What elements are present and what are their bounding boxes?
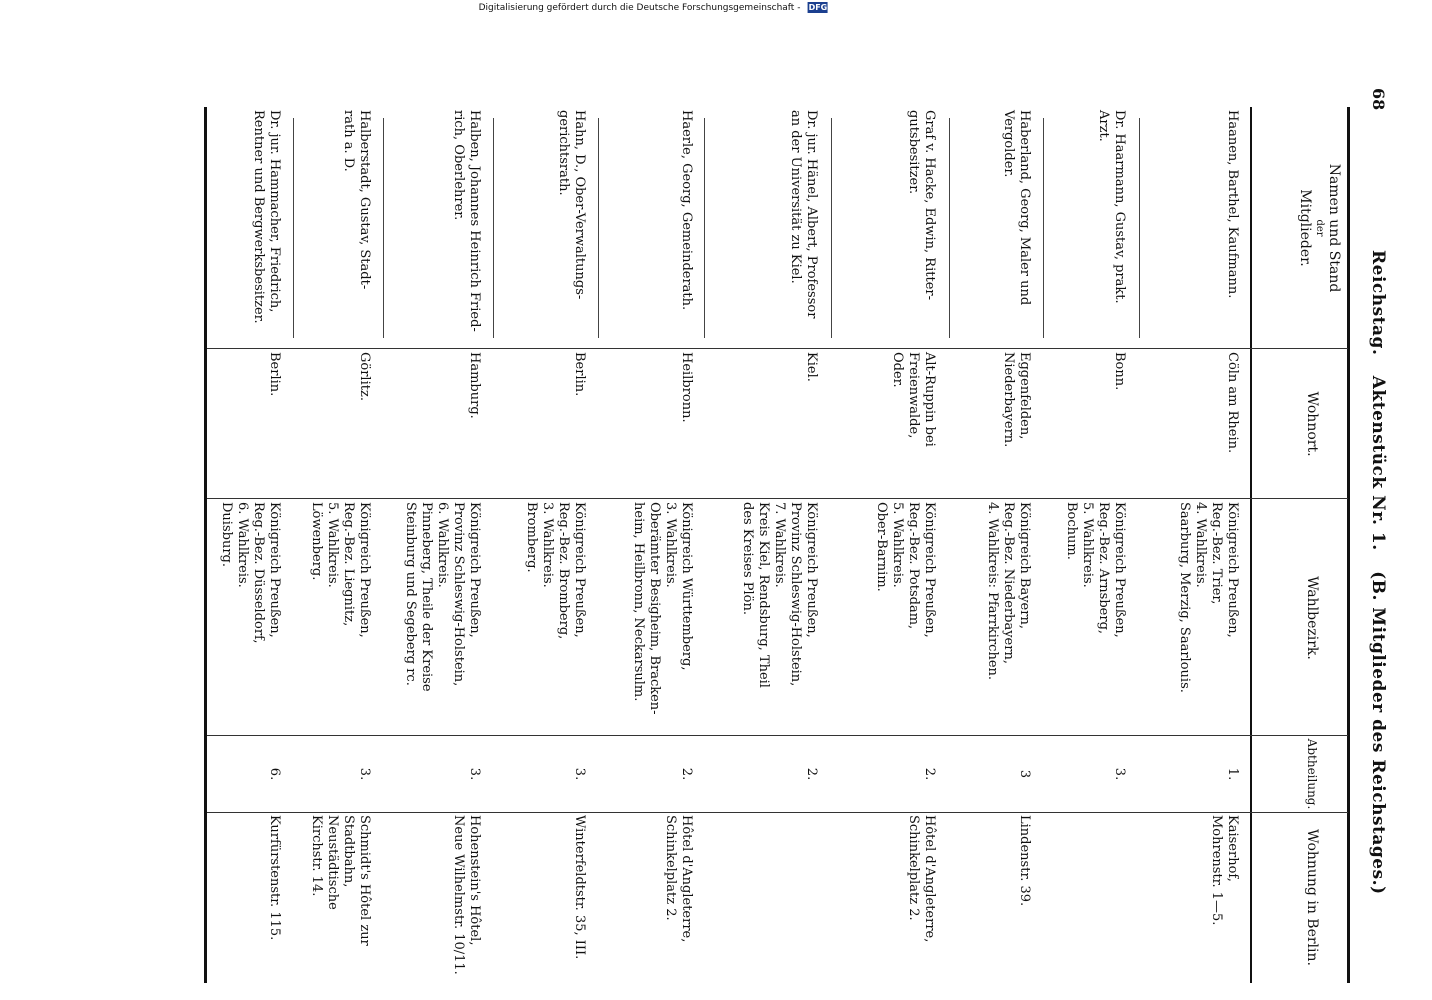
member-name: Graf v. Hacke, Edwin, Ritter- gutsbesitzer. — [906, 110, 937, 300]
row-separator — [293, 118, 294, 338]
row-separator — [1043, 118, 1044, 338]
member-name: Haerle, Georg, Gemeinderath. — [679, 110, 694, 311]
member-wohnung: Hôtel d'Angleterre, Schinkelplatz 2. — [663, 815, 694, 943]
column-header-abtheilung: Abtheilung. — [1305, 738, 1319, 810]
member-wohnort: Alt-Ruppin bei Freienwalde, Oder. — [890, 352, 937, 447]
member-wahlbezirk: Königreich Preußen, Reg.-Bez. Arnsberg, 5. Wahlkreis. Bochum. — [1064, 502, 1127, 638]
digitization-credit-text: Digitalisierung gefördert durch die Deutsche Forschungsgemeinschaft - — [478, 3, 801, 13]
running-head-part: Aktenstück Nr. 1. — [1368, 375, 1388, 551]
member-wohnort: Hamburg. — [467, 352, 482, 419]
column-divider — [207, 348, 1348, 349]
member-wohnung: Kaiserhof, Mohrenstr. 1—5. — [1209, 815, 1240, 926]
member-name: Dr. jur. Hammacher, Friedrich, Rentner und Bergwerksbesitzer. — [251, 110, 282, 324]
member-abtheilung: 3. — [572, 767, 587, 781]
member-wohnort: Berlin. — [572, 352, 587, 397]
column-header-wohnort: Wohnort. — [1304, 391, 1320, 457]
member-wohnort: Bonn. — [1112, 352, 1127, 391]
page-number: 68 — [1369, 88, 1388, 111]
member-name: Halben, Johannes Heinrich Fried- rich, Oberlehrer. — [451, 110, 482, 332]
column-header-name-line: Namen und Stand — [1326, 163, 1342, 293]
member-abtheilung: 3. — [1112, 767, 1127, 781]
digitization-credit — [479, 2, 828, 13]
member-abtheilung: 3 — [1017, 769, 1032, 779]
member-wohnort: Berlin. — [267, 352, 282, 397]
row-separator — [704, 118, 705, 338]
member-abtheilung: 6. — [267, 767, 282, 781]
member-wohnung: Hohenstein's Hôtel, Neue Wilhelmstr. 10/11. — [451, 815, 482, 975]
member-wohnort: Eggenfelden, Niederbayern. — [1001, 352, 1032, 448]
member-wohnung: Schmidt's Hôtel zur Stadtbahn, Neustädtische Kirchstr. 14. — [309, 815, 372, 946]
member-name: Dr. Haarmann, Gustav, prakt. Arzt. — [1096, 110, 1127, 304]
member-wahlbezirk: Königreich Preußen, Reg.-Bez. Liegnitz, 5. Wahlkreis. Löwenberg. — [309, 502, 372, 638]
member-wahlbezirk: Königreich Württemberg, 3. Wahlkreis. Oberämter Besigheim, Bracken- heim, Heilbronn, Neckarsulm. — [631, 502, 694, 715]
row-separator — [831, 118, 832, 338]
member-wahlbezirk: Königreich Preußen, Reg.-Bez. Düsseldorf, 6. Wahlkreis. Duisburg. — [219, 502, 282, 644]
member-wohnung: Hôtel d'Angleterre, Schinkelplatz 2. — [906, 815, 937, 943]
member-wohnort: Görlitz. — [357, 352, 372, 401]
table-header-rule — [1250, 107, 1252, 983]
column-divider — [207, 735, 1348, 736]
running-head — [1368, 250, 1388, 970]
column-header-name-line: der — [1314, 219, 1325, 237]
member-wohnort: Kiel. — [804, 352, 819, 382]
running-head-part: (B. Mitglieder des Reichstages.) — [1368, 571, 1388, 895]
member-wahlbezirk: Königreich Bayern, Reg.-Bez. Niederbayern, 4. Wahlkreis: Pfarrkirchen. — [985, 502, 1032, 681]
member-wohnung: Winterfeldtstr. 35, III. — [572, 815, 587, 960]
member-abtheilung: 2. — [922, 767, 937, 781]
member-wohnort: Cöln am Rhein. — [1225, 352, 1240, 454]
table-top-rule — [1347, 107, 1350, 983]
member-wahlbezirk: Königreich Preußen, Provinz Schleswig-Holstein, 6. Wahlkreis. Pinneberg, Theile der Kreise Steinburg und Segeberg rc. — [403, 502, 482, 692]
member-wahlbezirk: Königreich Preußen, Provinz Schleswig-Holstein, 7. Wahlkreis. Kreis Kiel, Rendsburg, Theil des Kreises Plön. — [740, 502, 819, 688]
column-header-wahlbezirk: Wahlbezirk. — [1304, 576, 1320, 660]
member-abtheilung: 2. — [804, 767, 819, 781]
member-abtheilung: 3. — [357, 767, 372, 781]
column-header-wohnung: Wohnung in Berlin. — [1304, 829, 1320, 966]
column-divider — [207, 812, 1348, 813]
column-header-name — [1296, 110, 1342, 346]
member-abtheilung: 2. — [679, 767, 694, 781]
row-separator — [383, 118, 384, 338]
member-wahlbezirk: Königreich Preußen, Reg.-Bez. Bromberg, 3. Wahlkreis. Bromberg. — [524, 502, 587, 640]
member-wahlbezirk: Königreich Preußen, Reg.-Bez. Trier, 4. Wahlkreis. Saarburg, Merzig, Saarlouis. — [1177, 502, 1240, 693]
member-wohnung: Lindenstr. 39. — [1017, 815, 1032, 907]
member-abtheilung: 1. — [1225, 767, 1240, 781]
column-header-name-line: Mitglieder. — [1297, 189, 1313, 267]
row-separator — [493, 118, 494, 338]
member-name: Halberstadt, Gustav, Stadt- rath a. D. — [341, 110, 372, 290]
dfg-logo: DFG — [808, 3, 827, 12]
row-separator — [598, 118, 599, 338]
row-separator — [1139, 118, 1140, 338]
member-wahlbezirk: Königreich Preußen, Reg.-Bez. Potsdam, 5. Wahlkreis. Ober-Barnim. — [874, 502, 937, 638]
member-wohnort: Heilbronn. — [679, 352, 694, 423]
member-name: Dr. jur. Hänel, Albert, Professor an der Universität zu Kiel. — [788, 110, 819, 319]
member-abtheilung: 3. — [467, 767, 482, 781]
running-head-part: Reichstag. — [1368, 250, 1388, 356]
row-separator — [949, 118, 950, 338]
member-name: Haanen, Barthel, Kaufmann. — [1225, 110, 1240, 299]
member-wohnung: Kurfürstenstr. 115. — [267, 815, 282, 941]
column-divider — [207, 498, 1348, 499]
table-bottom-rule — [204, 107, 207, 983]
member-name: Hahn, D., Ober-Verwaltungs- gerichtsrath. — [556, 110, 587, 300]
member-name: Haberland, Georg, Maler und Vergolder. — [1001, 110, 1032, 306]
